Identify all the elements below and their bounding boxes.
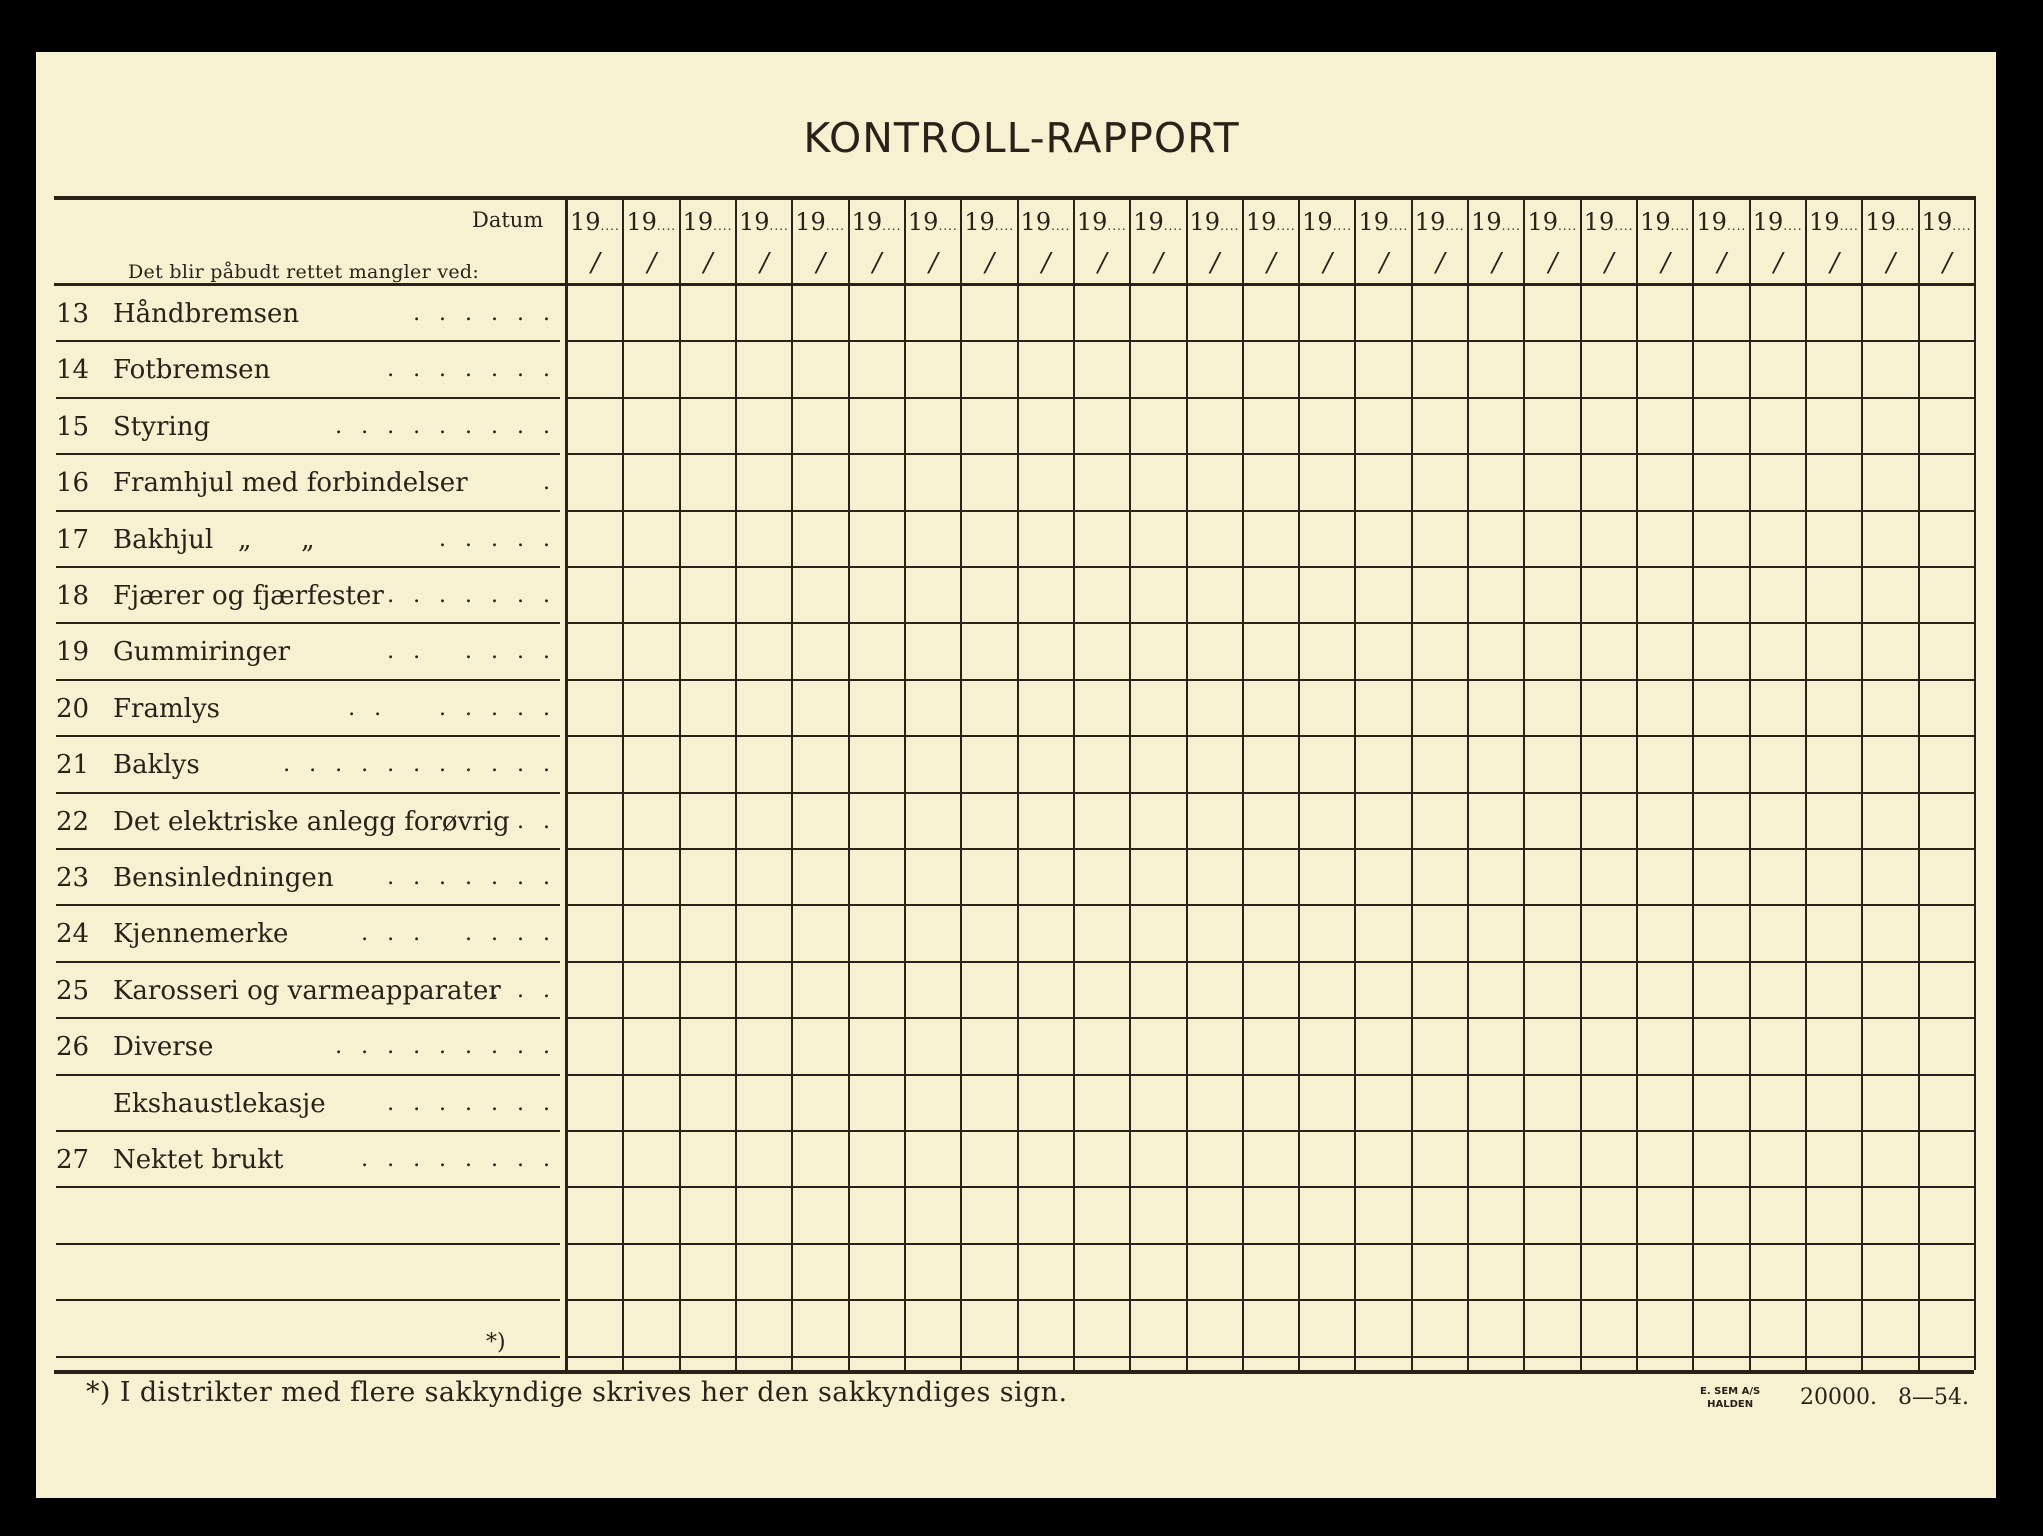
- year-blank: ....: [1332, 219, 1352, 233]
- label-row-line: [56, 848, 560, 850]
- date-slash: /: [1323, 248, 1333, 278]
- leader-dots: . . . . . . .: [387, 357, 556, 382]
- year-prefix: 19: [851, 208, 883, 236]
- date-slash: /: [1435, 248, 1445, 278]
- grid-column-line: [960, 196, 962, 1370]
- date-slash: /: [929, 248, 938, 278]
- item-number: 21: [56, 750, 90, 780]
- inspection-item: [56, 1084, 556, 1124]
- year-blank: ....: [1389, 219, 1409, 233]
- date-slash: /: [1379, 248, 1389, 278]
- item-label: Bakhjul „ „: [113, 525, 315, 555]
- label-row-line: [56, 1356, 560, 1358]
- year-prefix: 19: [570, 208, 601, 236]
- grid-column-line: [679, 196, 681, 1370]
- label-row-line: [56, 1074, 560, 1076]
- item-label: Framhjul med forbindelser: [113, 468, 468, 498]
- inspection-item: [56, 576, 556, 616]
- item-number: 22: [56, 807, 90, 837]
- leader-dots: . . . . . . . .: [361, 1147, 556, 1172]
- item-number: 27: [56, 1145, 90, 1175]
- leader-dots: .: [543, 470, 556, 495]
- date-year-field: [1865, 208, 1915, 236]
- header-rule: [54, 283, 1974, 286]
- grid-row-line: [566, 1186, 1974, 1188]
- grid-column-line: [1129, 196, 1131, 1370]
- grid-row-line: [566, 1017, 1974, 1019]
- year-blank: ....: [1952, 219, 1972, 233]
- item-number: 18: [56, 581, 90, 611]
- inspection-item: [56, 689, 556, 729]
- date-year-field: [1021, 208, 1071, 236]
- year-prefix: 19: [1133, 208, 1164, 236]
- grid-column-line: [1636, 196, 1638, 1370]
- grid-column-line: [1354, 196, 1356, 1370]
- leader-dots: . . . . . . . . . . .: [283, 752, 556, 777]
- inspection-item: [56, 1027, 556, 1067]
- grid-left-border: [565, 196, 568, 1370]
- label-row-line: [56, 1130, 560, 1132]
- year-blank: ....: [769, 219, 789, 233]
- leader-dots: . . . . . . .: [348, 696, 556, 721]
- date-slash: /: [591, 248, 600, 278]
- label-row-line: [56, 679, 560, 681]
- date-year-field: [739, 208, 789, 236]
- label-row-line: [56, 1243, 560, 1245]
- leader-dots: . .: [517, 809, 556, 834]
- date-year-field: [908, 208, 958, 236]
- grid-row-line: [566, 792, 1974, 794]
- date-year-field: [1809, 208, 1859, 236]
- year-prefix: 19: [795, 208, 826, 236]
- grid-column-line: [1073, 196, 1075, 1370]
- inspection-item: [56, 745, 556, 785]
- year-blank: ....: [1557, 219, 1578, 233]
- item-number: 13: [56, 299, 90, 329]
- leader-dots: . . .: [491, 978, 556, 1003]
- label-row-line: [56, 340, 560, 342]
- item-label: Styring: [113, 412, 211, 442]
- print-run: 20000.: [1800, 1385, 1877, 1410]
- label-row-line: [56, 510, 560, 512]
- item-number: 26: [56, 1032, 90, 1062]
- item-number: 25: [56, 976, 90, 1006]
- date-slash: /: [1942, 248, 1952, 278]
- label-row-line: [56, 397, 560, 399]
- year-blank: ....: [882, 219, 902, 233]
- item-label: Karosseri og varmeapparater: [113, 976, 501, 1006]
- item-label: Fjærer og fjærfester: [113, 581, 384, 611]
- grid-column-line: [1298, 196, 1300, 1370]
- date-slash: /: [1604, 248, 1614, 278]
- year-blank: ....: [994, 219, 1015, 233]
- inspection-item: [56, 971, 556, 1011]
- date-slash: /: [872, 248, 882, 278]
- inspection-item: [56, 632, 556, 672]
- date-slash: /: [1830, 248, 1839, 278]
- inspection-item: [56, 520, 556, 560]
- date-year-field: [1527, 208, 1577, 236]
- grid-row-line: [566, 1074, 1974, 1076]
- item-label: Det elektriske anlegg forøvrig: [113, 807, 510, 837]
- year-blank: ....: [1783, 219, 1803, 233]
- grid-row-line: [566, 340, 1974, 342]
- inspection-item: [56, 914, 556, 954]
- date-year-field: [852, 208, 902, 236]
- date-year-field: [1922, 208, 1972, 236]
- inspection-item: [56, 463, 556, 503]
- year-blank: ....: [1445, 219, 1465, 233]
- item-number: 20: [56, 694, 90, 724]
- year-prefix: 19: [1865, 208, 1896, 236]
- date-slash: /: [1154, 248, 1164, 278]
- year-prefix: 19: [1076, 208, 1108, 236]
- year-blank: ....: [1051, 219, 1071, 233]
- year-prefix: 19: [1640, 208, 1671, 236]
- year-blank: ....: [1670, 219, 1690, 233]
- date-year-field: [1584, 208, 1634, 236]
- year-blank: ....: [1107, 219, 1127, 233]
- date-year-field: [964, 208, 1014, 236]
- grid-row-line: [566, 1130, 1974, 1132]
- date-slash: /: [1717, 248, 1727, 278]
- item-number: 17: [56, 525, 90, 555]
- year-blank: ....: [1895, 219, 1916, 233]
- label-row-line: [56, 453, 560, 455]
- date-year-field: [1302, 208, 1352, 236]
- date-slash: /: [1492, 248, 1502, 278]
- item-label: Kjennemerke: [113, 919, 289, 949]
- label-row-line: [56, 904, 560, 906]
- grid-row-line: [566, 961, 1974, 963]
- leader-dots: . . . . .: [439, 527, 556, 552]
- signature-mark: *): [486, 1330, 506, 1355]
- year-prefix: 19: [1752, 208, 1784, 236]
- date-year-field: [1133, 208, 1183, 236]
- top-rule: [54, 196, 1974, 200]
- grid-row-line: [566, 1356, 1974, 1358]
- date-year-field: [1190, 208, 1240, 236]
- label-row-line: [56, 1017, 560, 1019]
- year-prefix: 19: [626, 208, 657, 236]
- item-label: Baklys: [113, 750, 200, 780]
- item-label: Bensinledningen: [113, 863, 334, 893]
- date-slash: /: [1041, 248, 1051, 278]
- year-prefix: 19: [1809, 208, 1840, 236]
- year-prefix: 19: [907, 208, 939, 236]
- grid-row-line: [566, 566, 1974, 568]
- date-year-field: [1753, 208, 1803, 236]
- year-blank: ....: [825, 219, 846, 233]
- grid-column-line: [1017, 196, 1019, 1370]
- date-year-field: [1640, 208, 1690, 236]
- year-blank: ....: [713, 219, 733, 233]
- date-slash: /: [760, 248, 769, 278]
- year-prefix: 19: [1696, 208, 1727, 236]
- item-number: 24: [56, 919, 90, 949]
- date-year-field: [1358, 208, 1408, 236]
- grid-column-line: [622, 196, 624, 1370]
- date-slash: /: [1098, 248, 1107, 278]
- bottom-rule: [54, 1370, 1974, 1374]
- item-label: Fotbremsen: [113, 355, 271, 385]
- year-prefix: 19: [1245, 208, 1277, 236]
- grid-column-line: [1861, 196, 1863, 1370]
- date-slash: /: [1886, 248, 1896, 278]
- leader-dots: . . . . . . .: [387, 865, 556, 890]
- label-row-line: [56, 1299, 560, 1301]
- item-number: 19: [56, 637, 90, 667]
- year-blank: ....: [1726, 219, 1747, 233]
- printer-city: HALDEN: [1707, 1399, 1754, 1410]
- grid-column-line: [1523, 196, 1525, 1370]
- printer-name: E. SEM A/S: [1700, 1386, 1761, 1397]
- year-prefix: 19: [1358, 208, 1390, 236]
- year-blank: ....: [1220, 219, 1240, 233]
- date-year-field: [570, 208, 620, 236]
- grid-column-line: [1974, 196, 1976, 1370]
- year-blank: ....: [1163, 219, 1183, 233]
- grid-column-line: [1467, 196, 1469, 1370]
- grid-column-line: [735, 196, 737, 1370]
- grid-column-line: [1242, 196, 1244, 1370]
- label-row-line: [56, 735, 560, 737]
- footnote: *) I distrikter med flere sakkyndige skrives her den sakkyndiges sign.: [86, 1377, 1068, 1408]
- date-slash: /: [647, 248, 657, 278]
- grid-column-line: [1918, 196, 1920, 1370]
- year-prefix: 19: [1302, 208, 1333, 236]
- year-blank: ....: [656, 219, 677, 233]
- year-blank: ....: [1839, 219, 1859, 233]
- leader-dots: . . . . . . .: [387, 1091, 556, 1116]
- year-blank: ....: [600, 219, 620, 233]
- date-year-field: [683, 208, 733, 236]
- grid-row-line: [566, 1299, 1974, 1301]
- year-prefix: 19: [964, 208, 995, 236]
- leader-dots: . . . . . . . . .: [335, 1034, 556, 1059]
- date-year-field: [1696, 208, 1746, 236]
- date-slash: /: [1267, 248, 1276, 278]
- leader-dots: . . . . . . .: [361, 921, 556, 946]
- year-prefix: 19: [1527, 208, 1558, 236]
- grid-row-line: [566, 397, 1974, 399]
- leader-dots: . . . . . .: [413, 301, 556, 326]
- item-number: 14: [56, 355, 90, 385]
- date-slash: /: [1210, 248, 1220, 278]
- item-number: 23: [56, 863, 90, 893]
- label-row-line: [56, 566, 560, 568]
- leader-dots: . . . . . .: [387, 639, 556, 664]
- grid-row-line: [566, 735, 1974, 737]
- label-row-line: [56, 961, 560, 963]
- label-row-line: [56, 1186, 560, 1188]
- inspection-item: [56, 1140, 556, 1180]
- page-title: KONTROLL-RAPPORT: [803, 114, 1240, 162]
- grid-column-line: [1186, 196, 1188, 1370]
- label-row-line: [56, 622, 560, 624]
- year-prefix: 19: [1020, 208, 1052, 236]
- inspection-item: [56, 294, 556, 334]
- year-prefix: 19: [1189, 208, 1221, 236]
- year-prefix: 19: [1583, 208, 1615, 236]
- grid-row-line: [566, 904, 1974, 906]
- item-number: 16: [56, 468, 90, 498]
- item-label: Gummiringer: [113, 637, 291, 667]
- grid-column-line: [1749, 196, 1751, 1370]
- year-prefix: 19: [738, 208, 770, 236]
- label-row-line: [56, 792, 560, 794]
- date-year-field: [795, 208, 845, 236]
- date-slash: /: [1661, 248, 1670, 278]
- date-slash: /: [1773, 248, 1783, 278]
- grid-row-line: [566, 848, 1974, 850]
- year-blank: ....: [1614, 219, 1634, 233]
- grid-row-line: [566, 510, 1974, 512]
- item-label: Framlys: [113, 694, 220, 724]
- grid-column-line: [904, 196, 906, 1370]
- grid-row-line: [566, 679, 1974, 681]
- year-prefix: 19: [682, 208, 714, 236]
- year-blank: ....: [938, 219, 958, 233]
- date-year-field: [1415, 208, 1465, 236]
- grid-column-line: [791, 196, 793, 1370]
- date-year-field: [1246, 208, 1296, 236]
- grid-column-line: [848, 196, 850, 1370]
- item-label: Ekshaustlekasje: [113, 1089, 326, 1119]
- date-year-field: [1077, 208, 1127, 236]
- grid-column-line: [1411, 196, 1413, 1370]
- item-label: Nektet brukt: [113, 1145, 284, 1175]
- item-label: Diverse: [113, 1032, 214, 1062]
- date-year-field: [1471, 208, 1521, 236]
- year-prefix: 19: [1471, 208, 1502, 236]
- year-prefix: 19: [1921, 208, 1953, 236]
- item-label: Håndbremsen: [113, 299, 300, 329]
- grid-column-line: [1805, 196, 1807, 1370]
- date-slash: /: [985, 248, 995, 278]
- date-year-field: [626, 208, 676, 236]
- leader-dots: . . . . . . .: [387, 583, 556, 608]
- defects-header-label: Det blir påbudt rettet mangler ved:: [128, 261, 480, 283]
- print-date: 8—54.: [1898, 1385, 1969, 1410]
- grid-column-line: [1580, 196, 1582, 1370]
- printer-imprint: [1700, 1385, 1760, 1411]
- grid-row-line: [566, 453, 1974, 455]
- inspection-item: [56, 407, 556, 447]
- inspection-item: [56, 350, 556, 390]
- leader-dots: . . . . . . . . .: [335, 414, 556, 439]
- grid-row-line: [566, 1243, 1974, 1245]
- inspection-item: [56, 802, 556, 842]
- datum-label: Datum: [472, 208, 544, 232]
- year-prefix: 19: [1414, 208, 1446, 236]
- grid-column-line: [1692, 196, 1694, 1370]
- grid-row-line: [566, 622, 1974, 624]
- item-number: 15: [56, 412, 90, 442]
- inspection-item: [56, 858, 556, 898]
- date-slash: /: [816, 248, 826, 278]
- year-blank: ....: [1501, 219, 1521, 233]
- date-slash: /: [703, 248, 713, 278]
- year-blank: ....: [1276, 219, 1296, 233]
- date-slash: /: [1548, 248, 1558, 278]
